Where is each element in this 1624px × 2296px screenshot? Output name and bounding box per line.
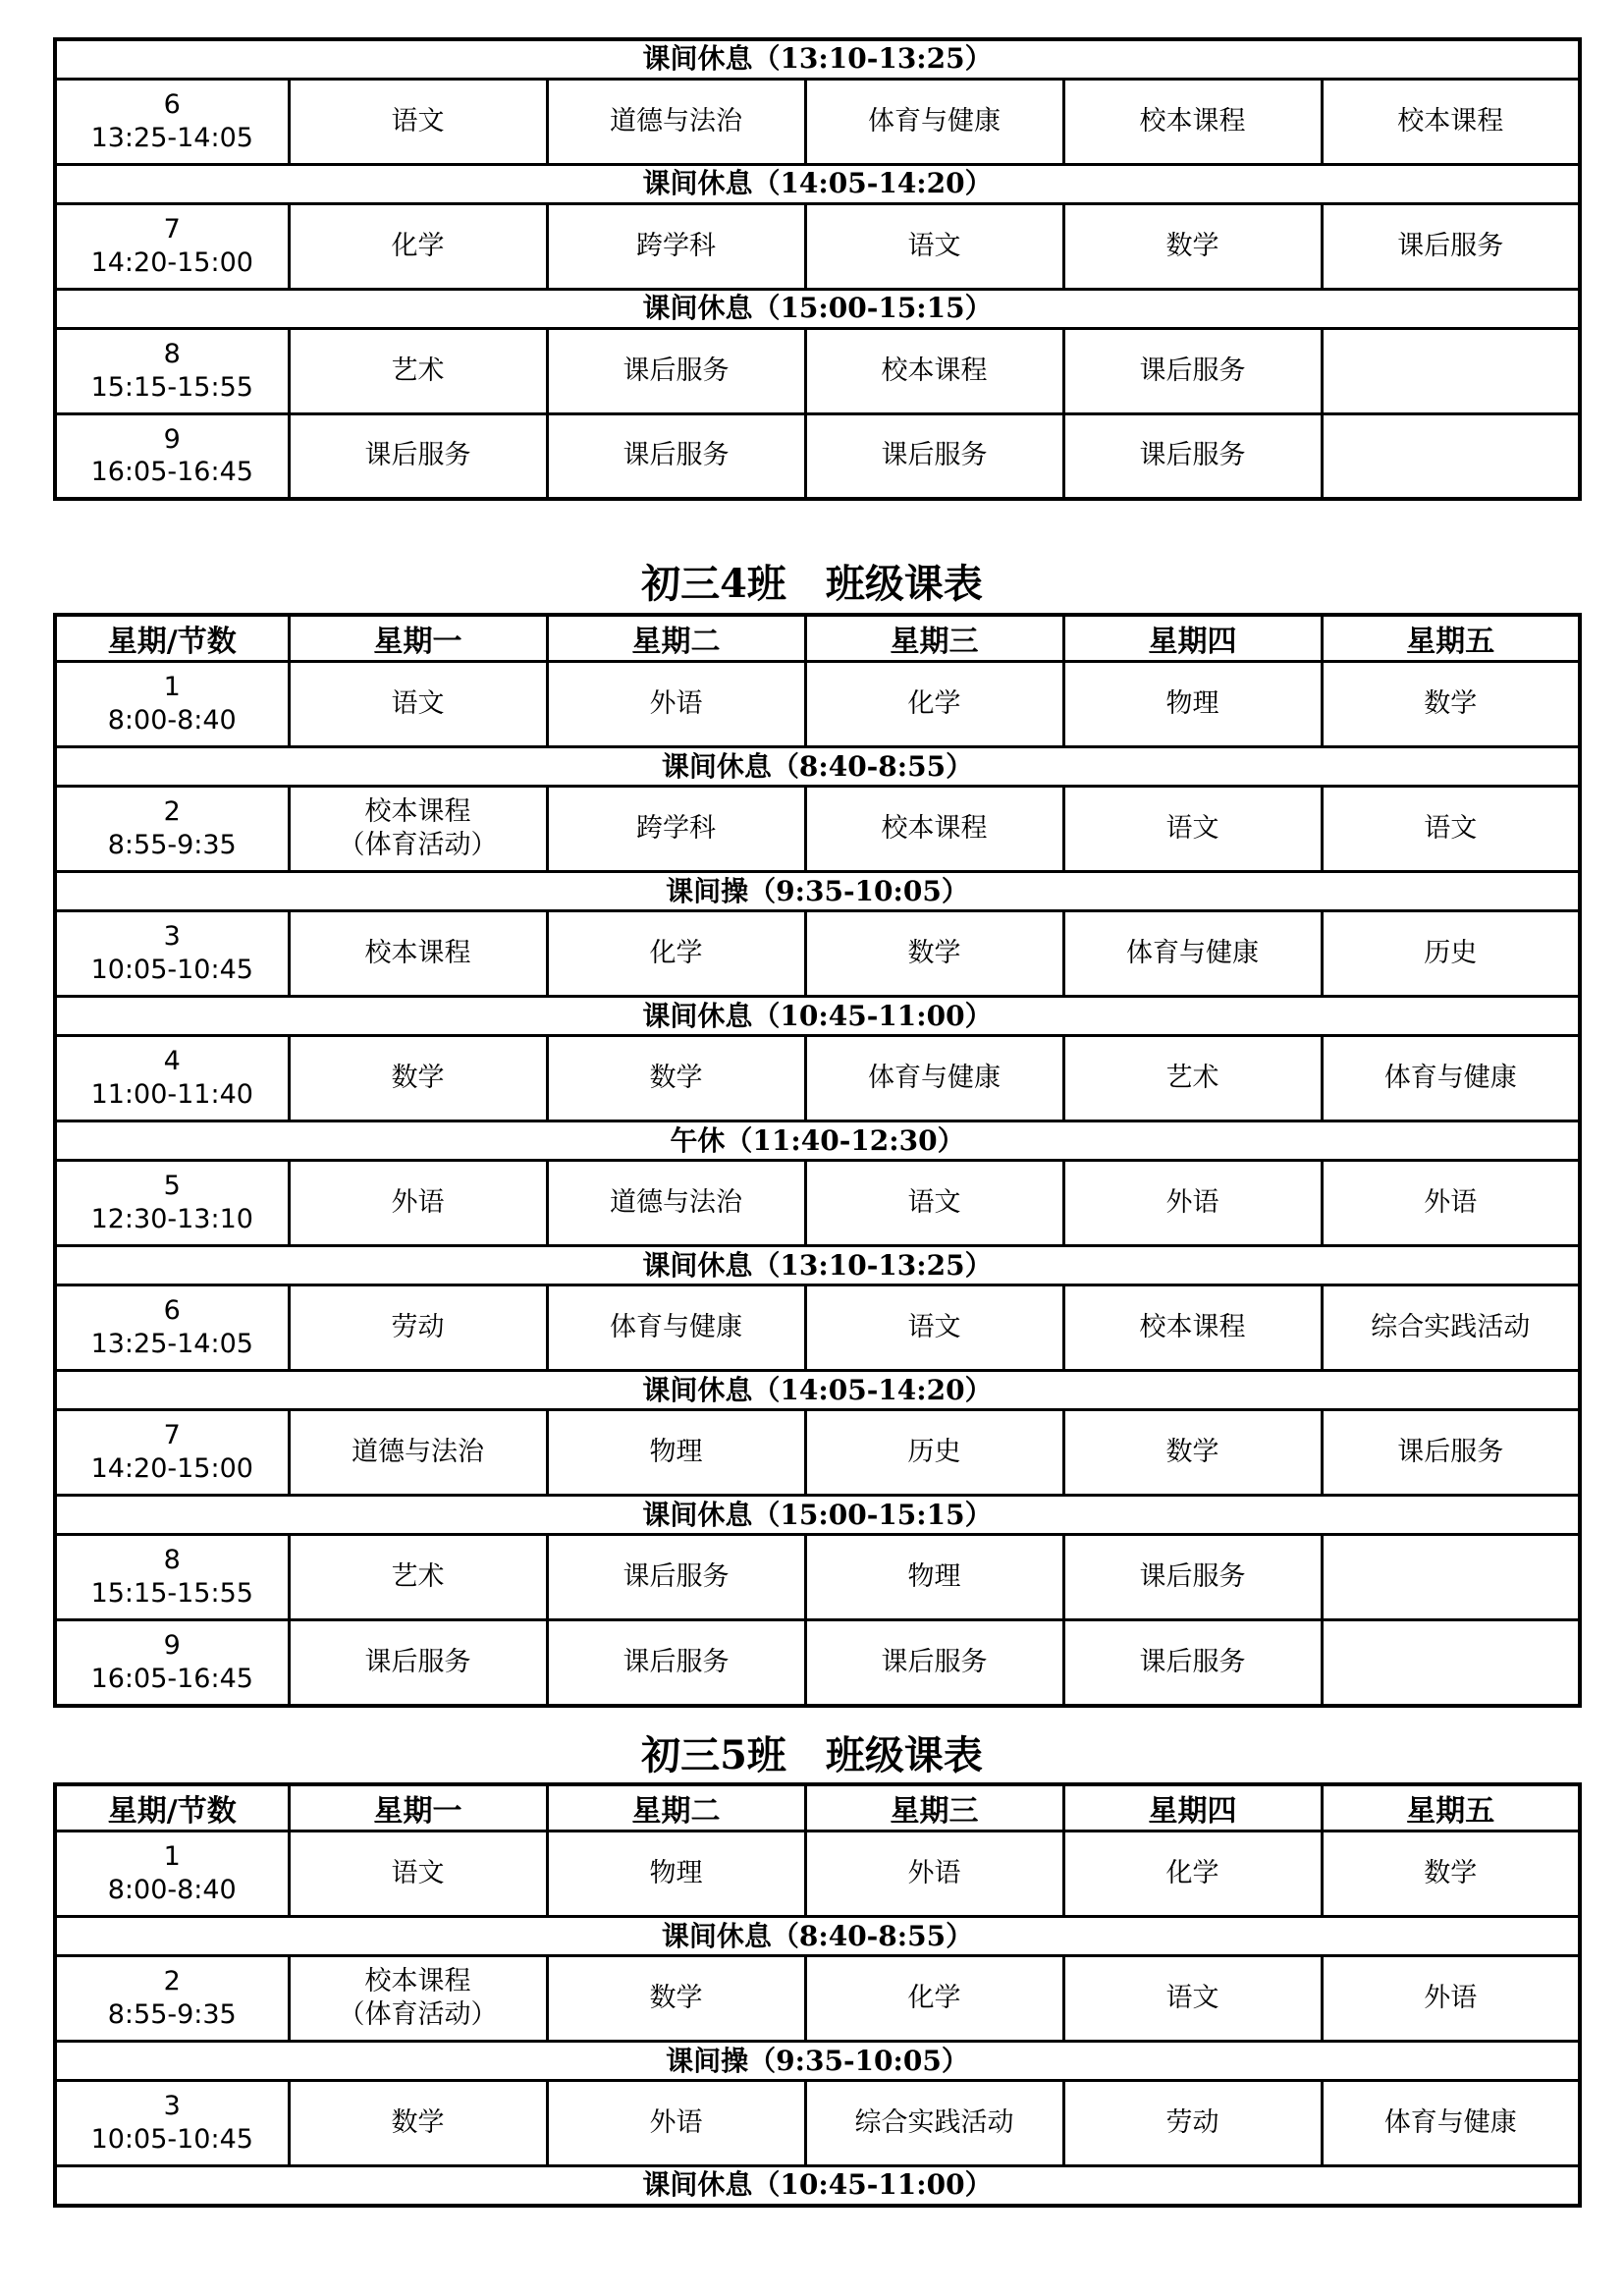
subject-cell: 物理	[1063, 662, 1322, 747]
break-row	[55, 1246, 1580, 1285]
subject-cell: 艺术	[289, 1535, 547, 1620]
period-time: 10:05-10:45	[90, 2124, 253, 2155]
period-number: 6	[163, 88, 181, 120]
subject-cell: 校本课程	[1063, 1285, 1322, 1371]
period-time: 13:25-14:05	[90, 122, 253, 153]
period-number: 4	[163, 1046, 181, 1077]
header-weekday: 星期一	[289, 615, 547, 662]
header-weekday: 星期四	[1063, 615, 1322, 662]
subject-cell: 数学	[1322, 1831, 1580, 1917]
subject-cell: 课后服务	[289, 413, 547, 499]
subject-cell: 语文	[1322, 787, 1580, 872]
subject-cell: 数学	[547, 1036, 805, 1121]
period-time: 8:00-8:40	[107, 1875, 237, 1905]
subject-cell: 语文	[805, 203, 1063, 289]
period-cell	[55, 1831, 289, 1917]
header-weekday: 星期三	[805, 615, 1063, 662]
subject-cell: 艺术	[1063, 1036, 1322, 1121]
period-cell	[55, 787, 289, 872]
break-row	[55, 747, 1580, 787]
period-cell	[55, 413, 289, 499]
class4-title: 初三4班 班级课表	[641, 561, 983, 607]
period-row	[55, 1285, 1580, 1371]
break-label: 课间休息（10:45-11:00）	[55, 2166, 1580, 2206]
period-row	[55, 1831, 1580, 1917]
subject-cell: 跨学科	[547, 203, 805, 289]
period-number: 1	[163, 672, 181, 703]
subject-cell: 数学	[1322, 662, 1580, 747]
subject-cell: 校本课程	[1322, 79, 1580, 164]
break-label: 午休（11:40-12:30）	[55, 1121, 1580, 1161]
subject-cell: 数学	[1063, 1410, 1322, 1496]
subject-cell: 语文	[805, 1161, 1063, 1246]
schedule-table-class4	[53, 613, 1582, 1708]
break-label: 课间休息（13:10-13:25）	[55, 1246, 1580, 1285]
period-number: 9	[163, 1630, 181, 1661]
subject-cell: 历史	[805, 1410, 1063, 1496]
header-period-label: 星期/节数	[55, 615, 289, 662]
subject-cell	[1322, 1535, 1580, 1620]
header-weekday: 星期二	[547, 615, 805, 662]
period-time: 15:15-15:55	[90, 1578, 253, 1609]
subject-cell: 道德与法治	[289, 1410, 547, 1496]
header-weekday: 星期三	[805, 1784, 1063, 1831]
subject-cell: 语文	[1063, 1956, 1322, 2042]
subject-cell: 物理	[547, 1831, 805, 1917]
period-time: 12:30-13:10	[90, 1204, 253, 1234]
period-row	[55, 1161, 1580, 1246]
header-row	[55, 615, 1580, 662]
subject-cell: 校本课程	[805, 328, 1063, 413]
subject-cell: 课后服务	[1063, 328, 1322, 413]
period-row	[55, 203, 1580, 289]
break-row	[55, 1496, 1580, 1535]
period-row	[55, 1620, 1580, 1706]
break-label: 课间休息（8:40-8:55）	[55, 747, 1580, 787]
subject-cell: 化学	[289, 203, 547, 289]
period-time: 11:00-11:40	[90, 1079, 253, 1110]
break-label: 课间休息（15:00-15:15）	[55, 1496, 1580, 1535]
period-row	[55, 662, 1580, 747]
subject-cell: 外语	[547, 662, 805, 747]
break-row	[55, 1121, 1580, 1161]
subject-cell: 课后服务	[1063, 1620, 1322, 1706]
period-number: 7	[163, 213, 181, 245]
subject-cell: 体育与健康	[547, 1285, 805, 1371]
subject-cell: 外语	[1063, 1161, 1322, 1246]
period-row	[55, 1535, 1580, 1620]
period-number: 6	[163, 1295, 181, 1327]
break-row	[55, 1917, 1580, 1956]
header-weekday: 星期四	[1063, 1784, 1322, 1831]
period-number: 3	[163, 921, 181, 953]
subject-cell: 体育与健康	[805, 1036, 1063, 1121]
subject-cell: 校本课程 （体育活动）	[289, 1956, 547, 2042]
period-row	[55, 79, 1580, 164]
period-cell	[55, 1535, 289, 1620]
period-row	[55, 413, 1580, 499]
period-cell	[55, 328, 289, 413]
period-row	[55, 328, 1580, 413]
subject-cell: 语文	[289, 662, 547, 747]
period-row	[55, 1410, 1580, 1496]
subject-cell: 体育与健康	[805, 79, 1063, 164]
break-row	[55, 2166, 1580, 2206]
subject-cell: 跨学科	[547, 787, 805, 872]
subject-cell: 校本课程	[1063, 79, 1322, 164]
subject-cell: 外语	[547, 2081, 805, 2166]
subject-cell: 校本课程 （体育活动）	[289, 787, 547, 872]
period-time: 15:15-15:55	[90, 371, 253, 403]
period-cell	[55, 203, 289, 289]
subject-cell: 课后服务	[289, 1620, 547, 1706]
period-cell	[55, 79, 289, 164]
subject-cell: 数学	[547, 1956, 805, 2042]
subject-cell: 体育与健康	[1322, 1036, 1580, 1121]
subject-cell: 化学	[805, 662, 1063, 747]
period-row	[55, 2081, 1580, 2166]
subject-cell: 化学	[1063, 1831, 1322, 1917]
period-cell	[55, 2081, 289, 2166]
subject-cell: 课后服务	[547, 413, 805, 499]
header-weekday: 星期一	[289, 1784, 547, 1831]
period-time: 16:05-16:45	[90, 457, 253, 488]
subject-cell: 课后服务	[547, 328, 805, 413]
subject-cell: 体育与健康	[1063, 911, 1322, 997]
subject-cell: 综合实践活动	[805, 2081, 1063, 2166]
period-time: 16:05-16:45	[90, 1663, 253, 1694]
subject-cell: 数学	[1063, 203, 1322, 289]
break-label: 课间休息（14:05-14:20）	[55, 1371, 1580, 1410]
subject-cell: 课后服务	[1322, 1410, 1580, 1496]
period-row	[55, 1956, 1580, 2042]
header-row	[55, 1784, 1580, 1831]
header-weekday: 星期五	[1322, 615, 1580, 662]
period-number: 8	[163, 338, 181, 369]
subject-cell: 课后服务	[547, 1620, 805, 1706]
subject-cell: 外语	[805, 1831, 1063, 1917]
period-cell	[55, 911, 289, 997]
period-cell	[55, 1956, 289, 2042]
subject-cell: 数学	[289, 1036, 547, 1121]
period-number: 9	[163, 423, 181, 455]
break-label: 课间休息（13:10-13:25）	[55, 39, 1580, 79]
subject-cell: 道德与法治	[547, 1161, 805, 1246]
header-weekday: 星期五	[1322, 1784, 1580, 1831]
period-time: 14:20-15:00	[90, 1453, 253, 1484]
period-cell	[55, 1161, 289, 1246]
period-cell	[55, 662, 289, 747]
period-number: 1	[163, 1841, 181, 1873]
period-cell	[55, 1036, 289, 1121]
subject-cell: 劳动	[1063, 2081, 1322, 2166]
period-row	[55, 787, 1580, 872]
break-row	[55, 289, 1580, 328]
subject-cell: 课后服务	[1322, 203, 1580, 289]
period-number: 3	[163, 2091, 181, 2122]
subject-cell: 语文	[289, 79, 547, 164]
subject-cell	[1322, 1620, 1580, 1706]
period-number: 2	[163, 796, 181, 828]
break-label: 课间休息（14:05-14:20）	[55, 164, 1580, 203]
subject-cell: 校本课程	[289, 911, 547, 997]
subject-cell: 外语	[1322, 1161, 1580, 1246]
subject-cell: 语文	[289, 1831, 547, 1917]
break-label: 课间操（9:35-10:05）	[55, 872, 1580, 911]
break-label: 课间操（9:35-10:05）	[55, 2042, 1580, 2081]
schedule-table-class5	[53, 1782, 1582, 2208]
break-label: 课间休息（8:40-8:55）	[55, 1917, 1580, 1956]
subject-cell: 课后服务	[547, 1535, 805, 1620]
break-row	[55, 164, 1580, 203]
period-time: 10:05-10:45	[90, 955, 253, 985]
period-cell	[55, 1285, 289, 1371]
period-time: 8:55-9:35	[107, 830, 237, 860]
subject-cell: 化学	[805, 1956, 1063, 2042]
subject-cell: 语文	[1063, 787, 1322, 872]
period-row	[55, 911, 1580, 997]
break-row	[55, 997, 1580, 1036]
subject-cell: 道德与法治	[547, 79, 805, 164]
subject-cell: 数学	[805, 911, 1063, 997]
period-time: 8:55-9:35	[107, 1999, 237, 2030]
break-label: 课间休息（10:45-11:00）	[55, 997, 1580, 1036]
subject-cell: 物理	[547, 1410, 805, 1496]
subject-cell: 化学	[547, 911, 805, 997]
period-time: 14:20-15:00	[90, 246, 253, 278]
subject-cell: 外语	[1322, 1956, 1580, 2042]
period-cell	[55, 1620, 289, 1706]
subject-cell: 外语	[289, 1161, 547, 1246]
period-cell	[55, 1410, 289, 1496]
subject-cell: 语文	[805, 1285, 1063, 1371]
header-period-label: 星期/节数	[55, 1784, 289, 1831]
break-row	[55, 1371, 1580, 1410]
subject-cell: 课后服务	[1063, 413, 1322, 499]
subject-cell: 校本课程	[805, 787, 1063, 872]
subject-cell: 综合实践活动	[1322, 1285, 1580, 1371]
period-number: 8	[163, 1545, 181, 1576]
subject-cell	[1322, 413, 1580, 499]
period-time: 8:00-8:40	[107, 705, 237, 736]
period-time: 13:25-14:05	[90, 1329, 253, 1359]
period-number: 2	[163, 1966, 181, 1997]
subject-cell: 课后服务	[1063, 1535, 1322, 1620]
break-row	[55, 872, 1580, 911]
period-number: 7	[163, 1420, 181, 1451]
break-label: 课间休息（15:00-15:15）	[55, 289, 1580, 328]
subject-cell: 课后服务	[805, 1620, 1063, 1706]
subject-cell	[1322, 328, 1580, 413]
break-row	[55, 39, 1580, 79]
subject-cell: 历史	[1322, 911, 1580, 997]
subject-cell: 艺术	[289, 328, 547, 413]
subject-cell: 物理	[805, 1535, 1063, 1620]
subject-cell: 劳动	[289, 1285, 547, 1371]
subject-cell: 数学	[289, 2081, 547, 2166]
schedule-table-top-fragment	[53, 37, 1582, 501]
subject-cell: 课后服务	[805, 413, 1063, 499]
subject-cell: 体育与健康	[1322, 2081, 1580, 2166]
break-row	[55, 2042, 1580, 2081]
class5-title: 初三5班 班级课表	[641, 1732, 983, 1778]
header-weekday: 星期二	[547, 1784, 805, 1831]
period-number: 5	[163, 1171, 181, 1202]
period-row	[55, 1036, 1580, 1121]
